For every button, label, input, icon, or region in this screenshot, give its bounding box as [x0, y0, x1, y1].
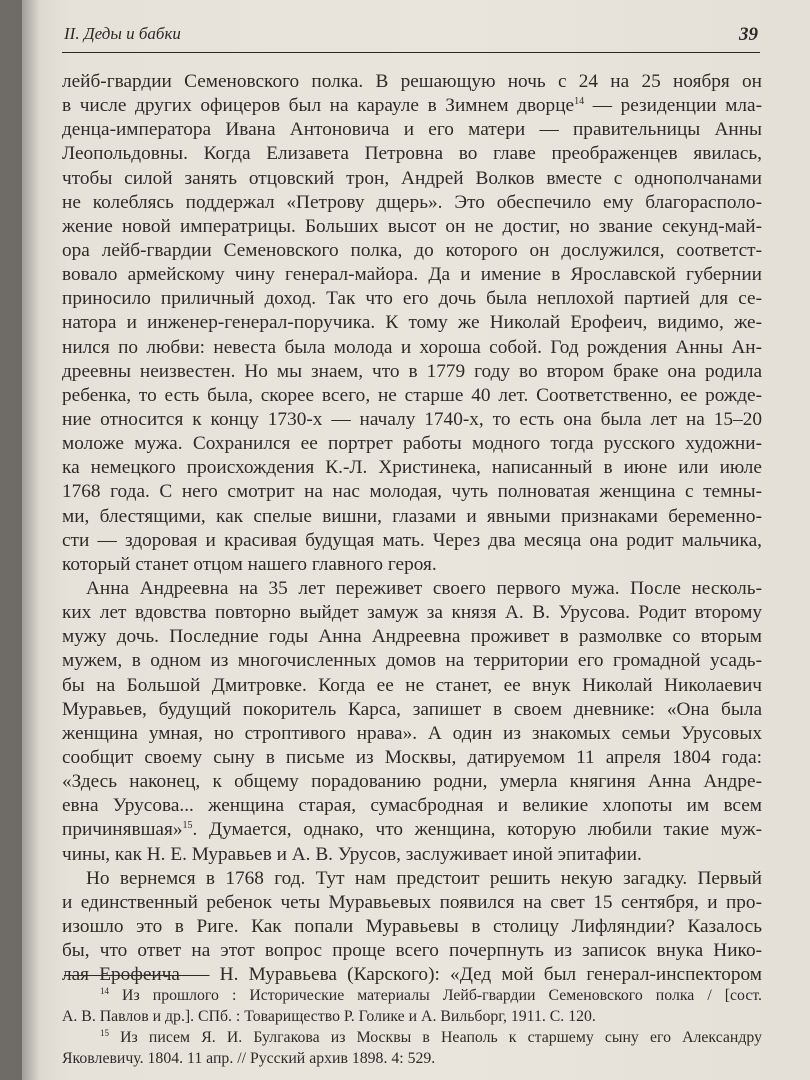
- line-text: женщина умная, но строптивого нрава». А один из знакомых семьи Урусовых: [62, 722, 762, 744]
- text-line: [62, 577, 762, 601]
- text-line: [62, 746, 762, 770]
- text-line: [62, 142, 762, 166]
- footnote-marker: 14: [100, 986, 109, 996]
- line-text-tail: . Думается, однако, что женщина, которую любили такие муж-: [192, 819, 762, 841]
- text-line: [62, 625, 762, 649]
- text-line: [62, 843, 762, 867]
- text-line: [62, 167, 762, 191]
- text-line: [62, 384, 762, 408]
- line-text: сти — здоровая и красивая будущая мать. Через два месяца она родит мальчика,: [62, 529, 762, 551]
- text-line: [62, 794, 762, 818]
- text-line: [62, 408, 762, 432]
- text-line: [62, 432, 762, 456]
- line-text: А. В. Павлов и др.]. СПб. : Товарищество Р. Голике и А. Вильборг, 1911. С. 120.: [62, 1008, 596, 1025]
- text-line: [62, 70, 762, 94]
- line-text: жение новой императрицы. Больших высот он не достиг, но звание секунд-май-: [62, 215, 762, 237]
- text-line: [62, 191, 762, 215]
- text-line: [62, 287, 762, 311]
- line-text: и единственный ребенок четы Муравьевых появился на свет 15 сентября, и про-: [62, 891, 762, 913]
- line-text: причинявшая»: [62, 819, 183, 841]
- text-line: [62, 311, 762, 335]
- line-text: не колеблясь поддержал «Петрову дщерь». Это обеспечило ему благорасполо-: [62, 191, 762, 213]
- line-text: Но вернемся в 1768 год. Тут нам предстоит решить некую загадку. Первый: [86, 867, 762, 889]
- footnote-divider: [64, 975, 206, 976]
- line-text: чины, как Н. Е. Муравьев и А. В. Урусов, заслуживает иной эпитафии.: [62, 843, 642, 865]
- footnotes: [62, 985, 762, 1069]
- line-text: вовало армейскому чину генерал-майора. Да и имение в Ярославской губернии: [62, 264, 762, 286]
- page-number: 39: [739, 24, 758, 45]
- line-text: «Здесь наконец, к общему порадованию родни, умерла княгиня Анна Андре-: [62, 771, 762, 793]
- line-text: чтобы силой занять отцовский трон, Андрей Волков вместе с однополчанами: [62, 167, 762, 189]
- line-text: Яковлевичу. 1804. 11 апр. // Русский архив 1898. 4: 529.: [62, 1050, 436, 1067]
- text-line: [62, 480, 762, 504]
- footnote-text: Из прошлого : Исторические материалы Лейб-гвардии Семеновского полка / [сост.: [109, 987, 762, 1004]
- line-text: Леопольдовны. Когда Елизавета Петровна во главе преображенцев явилась,: [62, 143, 762, 165]
- line-text: нился по любви: невеста была молода и хороша собой. Год рождения Анны Ан-: [62, 336, 762, 358]
- text-line: [62, 553, 762, 577]
- text-line: [62, 456, 762, 480]
- line-text-tail: — резиденции мла-: [584, 95, 762, 117]
- line-text: ких лет вдовства повторно выйдет замуж за князя А. В. Урусова. Родит второму: [62, 602, 762, 624]
- text-line: [62, 818, 762, 842]
- text-line: [62, 118, 762, 142]
- line-text: бы, что ответ на этот вопрос проще всего почерпнуть из записок внука Нико-: [62, 940, 762, 962]
- text-line: [62, 360, 762, 384]
- text-line: [62, 915, 762, 939]
- line-text: мужу дочь. Последние годы Анна Андреевна проживет в размолвке со вторым: [62, 626, 762, 648]
- line-text: ора лейб-гвардии Семеновского полка, до которого он дослужился, соответст-: [62, 239, 762, 261]
- text-line: [62, 505, 762, 529]
- text-line: [62, 649, 762, 673]
- line-text: евна Урусова... женщина старая, сумасбродная и великие хлопоты им всем: [62, 795, 762, 817]
- line-text: который станет отцом нашего главного героя.: [62, 553, 437, 575]
- text-line: [62, 336, 762, 360]
- line-text: моложе мужа. Сохранился ее портрет работы модного тогда русского художни-: [62, 433, 762, 455]
- footnote-line: [62, 1048, 762, 1069]
- text-line: [62, 601, 762, 625]
- line-text: ние относится к концу 1730-х — началу 1740-х, то есть она была лет на 15–20: [62, 408, 762, 430]
- page-header: [62, 18, 760, 53]
- footnote-text: Из писем Я. И. Булгакова из Москвы в Неаполь к старшему сыну его Александру: [109, 1029, 762, 1046]
- footnote-reference: 15: [182, 820, 193, 832]
- line-text: натора и инженер-генерал-поручика. К тому же Николай Ерофеич, видимо, же-: [62, 312, 762, 334]
- line-text: мужем, в одном из многочисленных домов на территории его громадной усадь-: [62, 650, 762, 672]
- text-line: [62, 239, 762, 263]
- body-text: [62, 70, 762, 987]
- running-head: II. Деды и бабки: [64, 24, 181, 43]
- text-line: [62, 891, 762, 915]
- text-line: [62, 529, 762, 553]
- text-line: [62, 939, 762, 963]
- line-text: денца-императора Ивана Антоновича и его матери — правительницы Анны: [62, 119, 762, 141]
- text-line: [62, 215, 762, 239]
- text-line: [62, 698, 762, 722]
- text-line: [62, 263, 762, 287]
- line-text: изошло это в Риге. Как попали Муравьевы в столицу Лифляндии? Казалось: [62, 915, 762, 937]
- line-text: дреевны неизвестен. Но мы знаем, что в 1779 году во втором браке она родила: [62, 360, 762, 382]
- footnote-line: [62, 985, 762, 1006]
- text-line: [62, 770, 762, 794]
- line-text: лая Ерофеича — Н. Муравьева (Карского): «Дед мой был генерал-инспектором: [62, 964, 762, 986]
- line-text: ка немецкого происхождения К.-Л. Христинека, написанный в июне или июле: [62, 457, 762, 479]
- footnote-marker: 15: [100, 1028, 109, 1038]
- line-text: лейб-гвардии Семеновского полка. В решающую ночь с 24 на 25 ноября он: [62, 71, 762, 92]
- line-text: ребенка, то есть была, скорее всего, не старше 40 лет. Соответственно, ее рожде-: [62, 384, 762, 406]
- spine-shadow: [22, 0, 40, 1080]
- line-text: ми, блестящими, как спелые вишни, глазами и явными признаками беременно-: [62, 505, 762, 527]
- text-line: [62, 722, 762, 746]
- text-line: [62, 674, 762, 698]
- line-text: 1768 года. С него смотрит на нас молодая, чуть полноватая женщина с темны-: [62, 481, 762, 503]
- line-text: в числе других офицеров был на карауле в Зимнем дворце: [62, 95, 575, 117]
- text-line: [62, 867, 762, 891]
- line-text: приносило приличный доход. Так что его дочь была неплохой партией для се-: [62, 288, 762, 310]
- footnote-line: [62, 1027, 762, 1048]
- footnote-reference: 14: [574, 96, 585, 108]
- footnote-line: [62, 1006, 762, 1027]
- line-text: бы на Большой Дмитровке. Когда ее не станет, ее внук Николай Николаевич: [62, 674, 762, 696]
- line-text: Анна Андреевна на 35 лет переживет своего первого мужа. После несколь-: [86, 577, 762, 599]
- line-text: сообщит своему сыну в письме из Москвы, датируемом 11 апреля 1804 года:: [62, 746, 762, 768]
- text-line: [62, 94, 762, 118]
- line-text: Муравьев, будущий покоритель Карса, запишет в своем дневнике: «Она была: [62, 698, 762, 720]
- book-page: [22, 0, 810, 1080]
